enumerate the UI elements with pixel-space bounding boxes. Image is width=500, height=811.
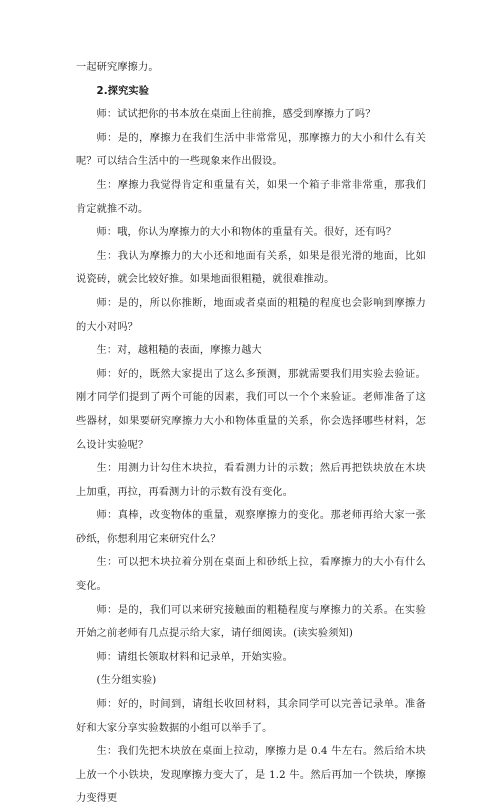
paragraph: 生：可以把木块拉着分别在桌面上和砂纸上拉，看摩擦力的大小有什么变化。 — [76, 557, 426, 593]
paragraph: 生：用测力计勾住木块拉，看看测力计的示数；然后再把铁块放在木块上加重，再拉，再看测力计的示数有没有变化。 — [76, 463, 426, 498]
paragraph: 生：我认为摩擦力的大小还和地面有关系，如果是很光滑的地面，比如说瓷砖，就会比较好推。如果地面很粗糙，就很难推动。 — [76, 250, 426, 286]
paragraph: 生：摩擦力我觉得肯定和重量有关，如果一个箱子非常非常重，那我们肯定就推不动。 — [76, 179, 426, 215]
paragraph: (生分组实验) — [96, 675, 157, 687]
paragraph: 师：好的，时间到，请组长收回材料，其余同学可以完善记录单。准备好和大家分享实验数据的小组可以举手了。 — [76, 699, 426, 734]
section-heading: 2.探究实验 — [96, 85, 150, 97]
paragraph: 师：真棒，改变物体的重量，观察摩擦力的变化。那老师再给大家一张砂纸，你想利用它来研究什么？ — [76, 510, 426, 545]
paragraph: 生：对，越粗糙的表面，摩擦力越大 — [96, 345, 262, 357]
paragraph: 生：我们先把木块放在桌面上拉动，摩擦力是 0.4 牛左右。然后给木块上放一个小铁块，发现摩擦力变大了，是 1.2 牛。然后再加一个铁块，摩擦力变得更 — [76, 746, 426, 805]
paragraph: 师：请组长领取材料和记录单，开始实验。 — [96, 651, 293, 663]
paragraph: 一起研究摩擦力。 — [76, 62, 159, 73]
paragraph: 师：是的，摩擦力在我们生活中非常常见，那摩擦力的大小和什么有关呢？可以结合生活中的一些现象来作出假设。 — [76, 132, 426, 168]
document-page — [76, 56, 426, 811]
paragraph: 师：好的，既然大家提出了这么多预测，那就需要我们用实验去验证。刚才同学们提到了两个可能的因素，我们可以一个个来验证。老师准备了这些器材，如果要研究摩擦力大小和物体重量的关系，你会选择哪些材料，怎么设计实验呢？ — [76, 368, 426, 451]
paragraph: 师：试试把你的书本放在桌面上往前推，感受到摩擦力了吗？ — [96, 109, 376, 121]
paragraph: 师：是的，所以你推断，地面或者桌面的粗糙的程度也会影响到摩擦力的大小对吗？ — [76, 297, 426, 333]
paragraph: 师：是的，我们可以来研究接触面的粗糙程度与摩擦力的关系。在实验开始之前老师有几点提示给大家，请仔细阅读。(读实验须知) — [76, 604, 426, 640]
paragraph: 师：哦，你认为摩擦力的大小和物体的重量有关。很好，还有吗？ — [96, 227, 397, 239]
